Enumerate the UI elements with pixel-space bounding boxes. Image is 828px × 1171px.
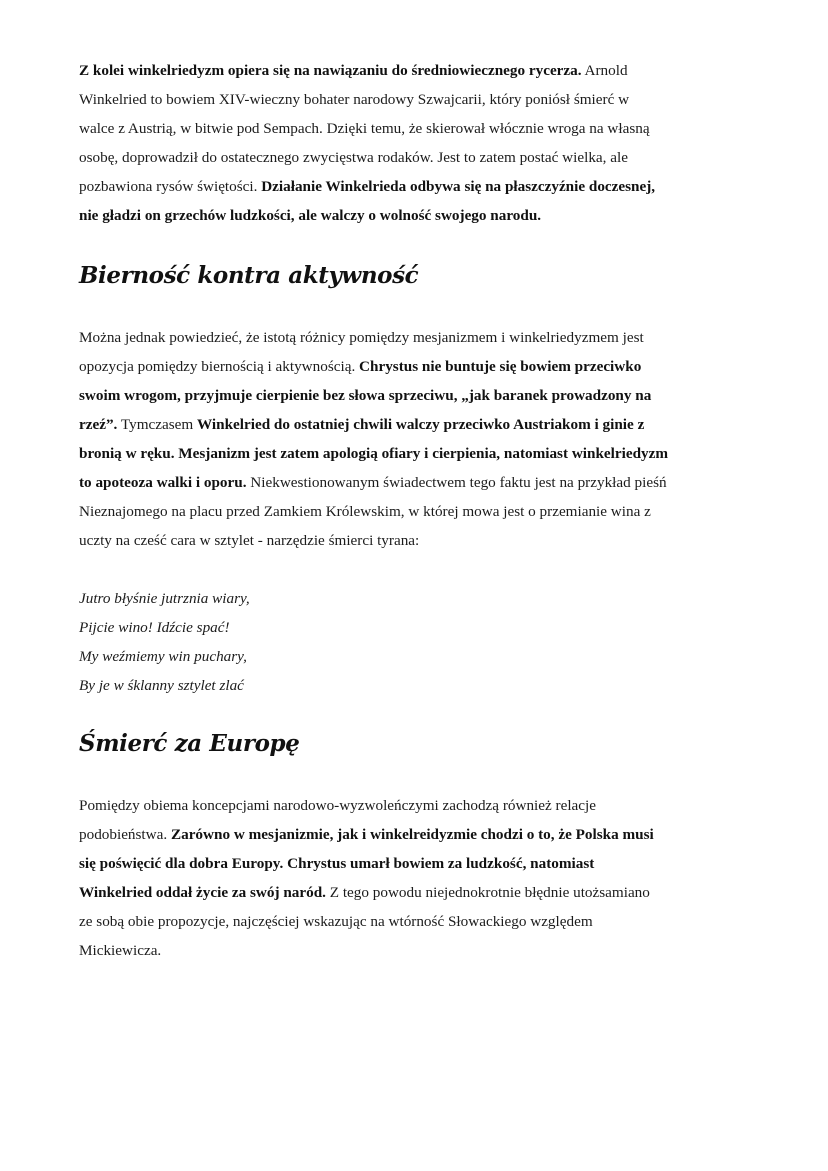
heading-biernosc-kontra-aktywnosc: Bierność kontra aktywność <box>79 262 419 289</box>
text-line <box>79 849 759 878</box>
text-segment: pozbawiona rysów świętości. <box>79 178 262 195</box>
text-segment: Tymczasem <box>117 416 197 433</box>
text-segment: Pomiędzy obiema koncepcjami narodowo-wyzwoleńczymi zachodzą również relacje <box>79 797 596 814</box>
bold-text: się poświęcić dla dobra Europy. Chrystus umarł bowiem za ludzkość, natomiast <box>79 855 595 872</box>
text-segment: Arnold <box>581 62 628 79</box>
text-line <box>79 381 759 410</box>
poem-line: By je w śklanny sztylet zlać <box>79 677 244 694</box>
text-segment: podobieństwa. <box>79 826 171 843</box>
text-segment: Winkelried to bowiem XIV-wieczny bohater narodowy Szwajcarii, który poniósł śmierć w <box>79 91 630 108</box>
text-line <box>79 791 759 820</box>
text-line <box>79 56 759 85</box>
section1-paragraph <box>79 323 759 555</box>
bold-text: to apoteoza walki i oporu. <box>79 474 247 491</box>
bold-text: Winkelried oddał życie za swój naród. <box>79 884 326 901</box>
section2-paragraph <box>79 791 759 965</box>
poem-line: My weźmiemy win puchary, <box>79 648 247 665</box>
intro-paragraph <box>79 56 759 230</box>
bold-text: Działanie Winkelrieda odbywa się na płaszczyźnie doczesnej, <box>261 178 656 195</box>
text-line <box>79 323 759 352</box>
text-line <box>79 172 759 201</box>
bold-text: Winkelried do ostatniej chwili walczy przeciwko Austriakom i ginie z <box>197 416 645 433</box>
text-line <box>79 526 759 555</box>
poem-quote <box>79 584 250 700</box>
text-line <box>79 820 759 849</box>
text-line <box>79 201 759 230</box>
text-segment: Mickiewicza. <box>79 942 162 959</box>
text-segment: opozycja pomiędzy biernością i aktywnością. <box>79 358 360 375</box>
text-line <box>79 497 759 526</box>
text-segment: uczty na cześć cara w sztylet - narzędzie śmierci tyrana: <box>79 532 420 549</box>
text-line <box>79 907 759 936</box>
bold-text: bronią w ręku. Mesjanizm jest zatem apologią ofiary i cierpienia, natomiast winkelriedyzm <box>79 445 668 462</box>
bold-text: swoim wrogom, przyjmuje cierpienie bez słowa sprzeciwu, „jak baranek prowadzony na <box>79 387 652 404</box>
heading-smierc-za-europe: Śmierć za Europę <box>79 730 300 757</box>
text-line <box>79 878 759 907</box>
text-line <box>79 468 759 497</box>
text-line <box>79 114 759 143</box>
poem-line: Pijcie wino! Idźcie spać! <box>79 619 230 636</box>
text-segment: Nieznajomego na placu przed Zamkiem Królewskim, w której mowa jest o przemianie wina z <box>79 503 651 520</box>
text-segment: ze sobą obie propozycje, najczęściej wskazując na wtórność Słowackiego względem <box>79 913 593 930</box>
text-segment: osobę, doprowadził do ostatecznego zwycięstwa rodaków. Jest to zatem postać wielka, ale <box>79 149 628 166</box>
bold-text: Z kolei winkelriedyzm opiera się na nawiązaniu do średniowiecznego rycerza. <box>79 62 582 79</box>
text-segment: Można jednak powiedzieć, że istotą różnicy pomiędzy mesjanizmem i winkelriedyzmem jest <box>79 329 644 346</box>
text-line <box>79 143 759 172</box>
text-segment: Niekwestionowanym świadectwem tego faktu jest na przykład pieśń <box>246 474 667 491</box>
bold-text: Zarówno w mesjanizmie, jak i winkelreidyzmie chodzi o to, że Polska musi <box>170 826 654 843</box>
bold-text: Chrystus nie buntuje się bowiem przeciwko <box>359 358 642 375</box>
bold-text: rzeź”. <box>79 416 118 433</box>
text-line <box>79 439 759 468</box>
text-line <box>79 352 759 381</box>
text-line <box>79 85 759 114</box>
text-line <box>79 410 759 439</box>
text-line <box>79 936 759 965</box>
bold-text: nie gładzi on grzechów ludzkości, ale walczy o wolność swojego narodu. <box>79 207 542 224</box>
poem-line: Jutro błyśnie jutrznia wiary, <box>79 590 250 607</box>
text-segment: walce z Austrią, w bitwie pod Sempach. Dzięki temu, że skierował włócznie wroga na własną <box>79 120 650 137</box>
text-segment: Z tego powodu niejednokrotnie błędnie utożsamiano <box>325 884 650 901</box>
